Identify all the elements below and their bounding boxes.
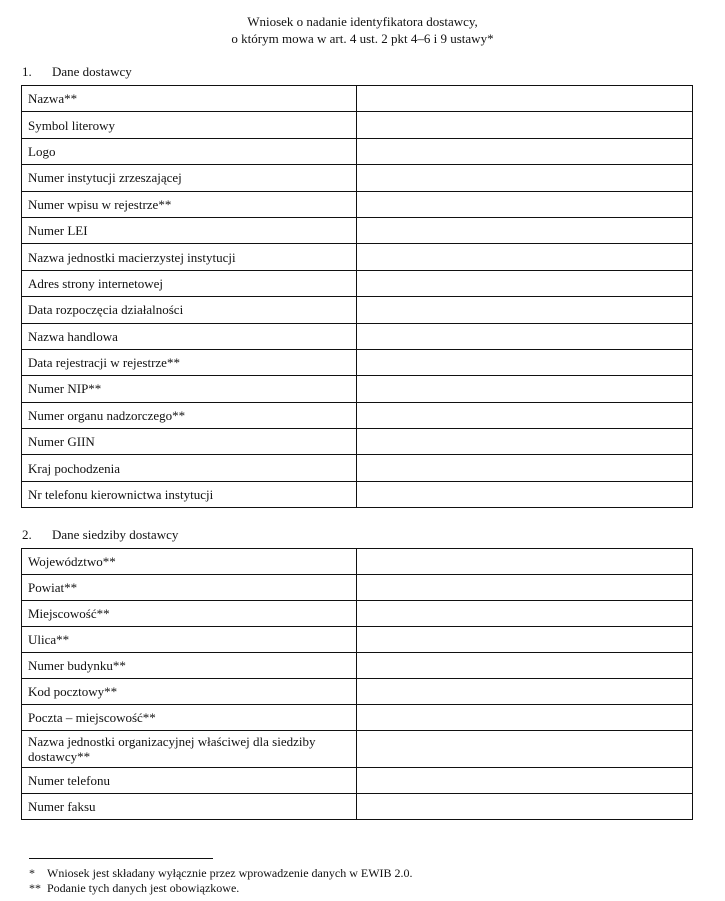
field-value-cell[interactable] [357, 323, 693, 349]
field-value-cell[interactable] [357, 376, 693, 402]
form-row [22, 402, 693, 428]
field-label: Województwo** [22, 549, 357, 575]
field-label: Nazwa handlowa [22, 323, 357, 349]
form-row [22, 549, 693, 575]
field-value-cell[interactable] [357, 549, 693, 575]
field-label: Logo [22, 138, 357, 164]
field-value-cell[interactable] [357, 679, 693, 705]
title-line-1: Wniosek o nadanie identyfikatora dostawcy, [247, 14, 478, 29]
field-label: Nazwa jednostki organizacyjnej właściwej dla siedziby dostawcy** [22, 731, 357, 768]
field-label: Miejscowość** [22, 601, 357, 627]
field-value-cell[interactable] [357, 731, 693, 768]
field-label: Data rejestracji w rejestrze** [22, 349, 357, 375]
field-value-cell[interactable] [357, 217, 693, 243]
field-label: Numer LEI [22, 217, 357, 243]
field-value-cell[interactable] [357, 601, 693, 627]
field-label: Nr telefonu kierownictwa instytucji [22, 481, 357, 507]
section-2-number: 2. [22, 527, 32, 542]
form-row [22, 455, 693, 481]
field-value-cell[interactable] [357, 138, 693, 164]
field-label: Numer GIIN [22, 429, 357, 455]
form-row [22, 481, 693, 507]
supplier-seat-table [21, 548, 693, 820]
field-label: Numer telefonu [22, 768, 357, 794]
field-label: Ulica** [22, 627, 357, 653]
field-value-cell[interactable] [357, 297, 693, 323]
field-value-cell[interactable] [357, 455, 693, 481]
field-value-cell[interactable] [357, 768, 693, 794]
field-label: Numer budynku** [22, 653, 357, 679]
section-2-title: Dane siedziby dostawcy [52, 527, 179, 542]
form-row [22, 601, 693, 627]
field-label: Nazwa jednostki macierzystej instytucji [22, 244, 357, 270]
form-row [22, 138, 693, 164]
field-value-cell[interactable] [357, 429, 693, 455]
field-label: Kod pocztowy** [22, 679, 357, 705]
field-value-cell[interactable] [357, 705, 693, 731]
footnote-separator [29, 858, 213, 859]
form-row [22, 794, 693, 820]
field-value-cell[interactable] [357, 349, 693, 375]
form-row [22, 86, 693, 112]
field-value-cell[interactable] [357, 244, 693, 270]
footnote-2 [29, 881, 239, 895]
form-row [22, 349, 693, 375]
form-row [22, 217, 693, 243]
field-label: Adres strony internetowej [22, 270, 357, 296]
field-label: Numer instytucji zrzeszającej [22, 165, 357, 191]
form-row [22, 679, 693, 705]
footnote-1-text: Wniosek jest składany wyłącznie przez wprowadzenie danych w EWIB 2.0. [47, 866, 413, 880]
field-label: Numer NIP** [22, 376, 357, 402]
form-row [22, 705, 693, 731]
field-label: Numer organu nadzorczego** [22, 402, 357, 428]
form-row [22, 323, 693, 349]
field-value-cell[interactable] [357, 112, 693, 138]
form-row [22, 429, 693, 455]
field-label: Symbol literowy [22, 112, 357, 138]
field-value-cell[interactable] [357, 86, 693, 112]
field-value-cell[interactable] [357, 402, 693, 428]
field-label: Powiat** [22, 575, 357, 601]
field-value-cell[interactable] [357, 653, 693, 679]
footnote-1-mark: * [29, 866, 35, 880]
form-row [22, 575, 693, 601]
form-row [22, 191, 693, 217]
field-value-cell[interactable] [357, 481, 693, 507]
form-row [22, 376, 693, 402]
form-row [22, 297, 693, 323]
supplier-data-table [21, 85, 693, 508]
footnote-2-text: Podanie tych danych jest obowiązkowe. [47, 881, 240, 895]
field-value-cell[interactable] [357, 575, 693, 601]
field-value-cell[interactable] [357, 627, 693, 653]
form-row [22, 627, 693, 653]
footnote-2-mark: ** [29, 881, 41, 895]
form-row [22, 244, 693, 270]
section-2-heading [22, 527, 178, 543]
form-row [22, 768, 693, 794]
document-title [0, 13, 725, 47]
section-1-heading [22, 64, 132, 80]
section-1-number: 1. [22, 64, 32, 79]
field-value-cell[interactable] [357, 794, 693, 820]
form-row [22, 112, 693, 138]
field-label: Numer wpisu w rejestrze** [22, 191, 357, 217]
field-label: Data rozpoczęcia działalności [22, 297, 357, 323]
field-label: Poczta – miejscowość** [22, 705, 357, 731]
title-line-2: o którym mowa w art. 4 ust. 2 pkt 4–6 i 9 ustawy* [231, 31, 494, 46]
field-value-cell[interactable] [357, 191, 693, 217]
field-label: Kraj pochodzenia [22, 455, 357, 481]
field-value-cell[interactable] [357, 165, 693, 191]
footnote-1 [29, 866, 413, 880]
form-row [22, 270, 693, 296]
form-row [22, 653, 693, 679]
form-row [22, 165, 693, 191]
field-value-cell[interactable] [357, 270, 693, 296]
form-row [22, 731, 693, 768]
field-label: Numer faksu [22, 794, 357, 820]
field-label: Nazwa** [22, 86, 357, 112]
section-1-title: Dane dostawcy [52, 64, 132, 79]
